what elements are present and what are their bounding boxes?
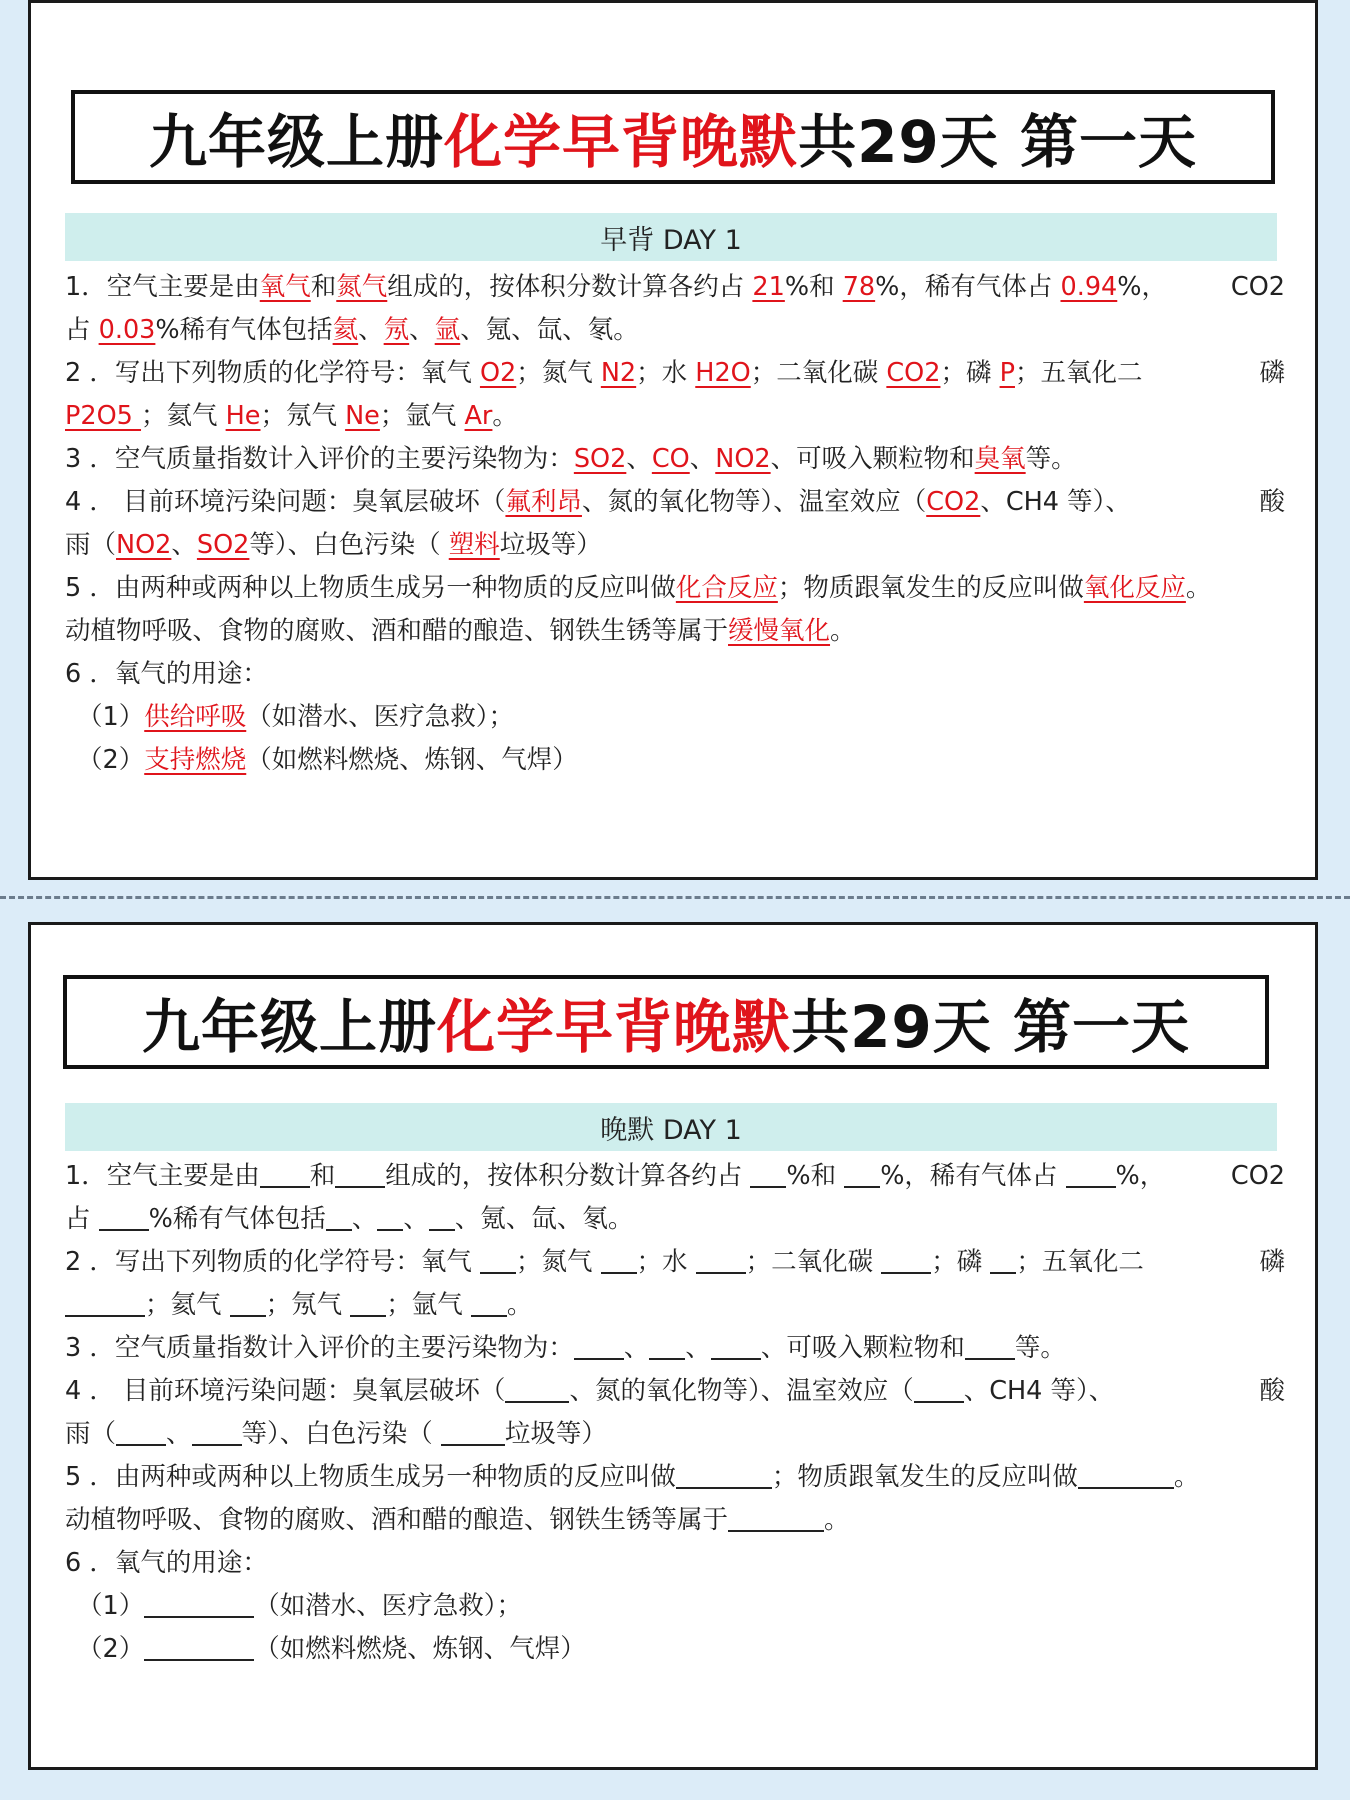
answer: 氦	[332, 315, 359, 345]
q4-line-1	[65, 1370, 1285, 1413]
answer: 氮气	[336, 272, 388, 302]
q1-line-1	[65, 266, 1285, 309]
text-segment: （2）	[77, 745, 145, 775]
answer: 78	[842, 272, 876, 302]
blank-field	[144, 1588, 254, 1618]
title-highlight: 化学早背晚默	[437, 993, 792, 1061]
page-title: 九年级上册 化学早背晚默 共29天 第一天	[71, 90, 1275, 184]
text-segment: %，	[1117, 272, 1167, 302]
blank-field	[990, 1244, 1016, 1274]
text-segment: 、氮的氧化物等）、温室效应（	[569, 1376, 914, 1406]
text-segment: 、	[403, 1204, 429, 1234]
text-segment: 。	[830, 616, 856, 646]
blank-field	[260, 1158, 310, 1188]
morning-sheet	[28, 0, 1318, 880]
q5-line-2	[65, 1499, 1285, 1542]
blank-field	[750, 1158, 786, 1188]
q6-use-1	[65, 1585, 1285, 1628]
text-segment: （如燃料燃烧、炼钢、气焊）	[254, 1634, 586, 1664]
text-segment: （如潜水、医疗急救）；	[246, 702, 515, 732]
text-segment: ；水	[636, 358, 696, 388]
text-segment: 5 ．由两种或两种以上物质生成另一种物质的反应叫做	[65, 1462, 676, 1492]
text-segment: ；二氧化碳	[745, 1247, 882, 1277]
text-segment: 和	[309, 1161, 336, 1191]
q2-line-1	[65, 352, 1285, 395]
text-segment: 组成的，按体积分数计算各约占	[387, 272, 753, 302]
answer: NO2	[715, 444, 771, 474]
answer: 氟利昂	[505, 487, 582, 517]
answer: 氖	[383, 315, 410, 345]
blank-field	[335, 1158, 385, 1188]
text-segment: 。	[492, 401, 518, 431]
text-segment: 3 ．空气质量指数计入评价的主要污染物为：	[65, 1333, 574, 1363]
text-segment: 垃圾等）	[499, 530, 602, 560]
text-segment	[65, 1155, 1165, 1198]
text-segment: 。	[1185, 573, 1212, 603]
q6-use-2	[65, 739, 1285, 782]
text-segment: 。	[506, 1290, 533, 1320]
text-segment: 、	[358, 315, 384, 345]
text-segment: %，稀有气体占	[875, 272, 1061, 302]
blank-field	[1066, 1158, 1116, 1188]
text-segment: 和	[310, 272, 337, 302]
q6-line: 6 ．氧气的用途：	[65, 1548, 268, 1578]
text-segment	[65, 481, 1131, 524]
answer: SO2	[573, 444, 627, 474]
text-segment: 2 ．写出下列物质的化学符号：氧气	[65, 358, 480, 388]
answer: P2O5	[65, 401, 142, 431]
text-segment: 雨（	[65, 530, 117, 560]
answer: 0.03	[98, 315, 156, 345]
text-segment: 、CH4 等）、	[980, 487, 1131, 517]
text-segment: 、氮的氧化物等）、温室效应（	[581, 487, 927, 517]
blank-field	[601, 1244, 637, 1274]
blank-field	[881, 1244, 931, 1274]
answer: CO2	[926, 487, 981, 517]
q5-line-1	[65, 567, 1285, 610]
text-segment: 动植物呼吸、食物的腐败、酒和醋的酿造、钢铁生锈等属于	[65, 1505, 729, 1535]
text-segment	[65, 1370, 1114, 1413]
q6-line: 6 ．氧气的用途：	[65, 659, 268, 689]
blank-field	[471, 1287, 507, 1317]
blank-field	[350, 1287, 386, 1317]
evening-content	[65, 1155, 1285, 1671]
blank-field	[649, 1330, 685, 1360]
text-segment: （如潜水、医疗急救）；	[254, 1591, 522, 1621]
text-segment: ；氖气	[260, 401, 346, 431]
text-segment: 、可吸入颗粒物和	[760, 1333, 965, 1363]
text-segment: 酸	[1259, 487, 1285, 517]
blank-field	[676, 1459, 772, 1489]
text-segment: 等。	[1014, 1333, 1066, 1363]
q1-line-2	[65, 1198, 1285, 1241]
text-segment: %，稀有气体占	[880, 1161, 1066, 1191]
evening-section-header: 晚默 DAY 1	[65, 1103, 1277, 1151]
text-segment: %稀有气体包括	[155, 315, 333, 345]
q2-line-2	[65, 395, 1285, 438]
blank-field	[728, 1502, 824, 1532]
answer: 0.94	[1060, 272, 1118, 302]
text-segment: 、	[623, 1333, 650, 1363]
answer: O2	[479, 358, 517, 388]
text-segment: （1）	[77, 702, 145, 732]
text-segment: ；五氧化二	[1016, 1247, 1144, 1277]
blank-field	[441, 1416, 505, 1446]
text-segment: CO2	[1230, 1161, 1285, 1191]
text-segment: 等）、白色污染（	[249, 530, 449, 560]
text-segment: ；物质跟氧发生的反应叫做	[771, 1462, 1078, 1492]
blank-field	[230, 1287, 266, 1317]
text-segment: 、	[685, 1333, 711, 1363]
q1-line-1	[65, 1155, 1285, 1198]
morning-content	[65, 266, 1285, 782]
q5-line-1	[65, 1456, 1285, 1499]
text-segment: 组成的，按体积分数计算各约占	[385, 1161, 751, 1191]
text-segment: 酸	[1259, 1376, 1285, 1406]
text-segment: %，	[1115, 1161, 1166, 1191]
answer: Ne	[345, 401, 380, 431]
text-segment: ；水	[636, 1247, 696, 1277]
text-segment	[65, 1241, 1144, 1284]
answer: SO2	[196, 530, 250, 560]
text-segment: 2 ．写出下列物质的化学符号：氧气	[65, 1247, 480, 1277]
text-segment: 占	[65, 1204, 99, 1234]
answer: CO	[651, 444, 690, 474]
blank-field	[326, 1201, 352, 1231]
blank-field	[574, 1330, 624, 1360]
blank-field	[711, 1330, 761, 1360]
text-segment: ；磷	[940, 358, 1000, 388]
blank-field	[377, 1201, 403, 1231]
q3-line	[65, 438, 1285, 481]
text-segment: 4 ． 目前环境污染问题：臭氧层破坏（	[65, 487, 506, 517]
answer: 供给呼吸	[144, 702, 247, 732]
text-segment: ；氦气	[145, 1290, 230, 1320]
text-segment: 、CH4 等）、	[963, 1376, 1115, 1406]
blank-field	[116, 1416, 166, 1446]
text-segment: 、氪、氙、氡。	[460, 315, 639, 345]
text-segment: 、氪、氙、氡。	[454, 1204, 634, 1234]
text-segment: 5 ．由两种或两种以上物质生成另一种物质的反应叫做	[65, 573, 676, 603]
text-segment: 、	[689, 444, 716, 474]
text-segment	[65, 266, 1167, 309]
answer: 塑料	[448, 530, 500, 560]
answer: 氩	[434, 315, 461, 345]
q2-line-2	[65, 1284, 1285, 1327]
text-segment: ；氩气	[386, 1290, 471, 1320]
answer: Ar	[464, 401, 493, 431]
text-segment: （如燃料燃烧、炼钢、气焊）	[246, 745, 578, 775]
text-segment: 动植物呼吸、食物的腐败、酒和醋的酿造、钢铁生锈等属于	[65, 616, 729, 646]
answer: 化合反应	[675, 573, 778, 603]
text-segment: 、可吸入颗粒物和	[770, 444, 975, 474]
answer: P	[999, 358, 1015, 388]
answer: 臭氧	[974, 444, 1026, 474]
answer: CO2	[886, 358, 941, 388]
q2-line-1	[65, 1241, 1285, 1284]
text-segment: 等）、白色污染（	[241, 1419, 441, 1449]
text-segment: （1）	[77, 1591, 145, 1621]
text-segment: ；二氧化碳	[750, 358, 887, 388]
text-segment: ；磷	[931, 1247, 991, 1277]
answer: NO2	[116, 530, 172, 560]
answer: He	[225, 401, 261, 431]
text-segment: 。	[1173, 1462, 1200, 1492]
answer: H2O	[695, 358, 751, 388]
q3-line	[65, 1327, 1285, 1370]
text-segment: 1．空气主要是由	[65, 272, 260, 302]
text-segment: 3 ．空气质量指数计入评价的主要污染物为：	[65, 444, 574, 474]
answer: N2	[600, 358, 637, 388]
text-segment: 磷	[1259, 1247, 1285, 1277]
text-segment: 、	[351, 1204, 378, 1234]
text-segment: 等。	[1025, 444, 1077, 474]
blank-field	[696, 1244, 746, 1274]
text-segment: 。	[824, 1505, 850, 1535]
text-segment: ；氖气	[265, 1290, 351, 1320]
cut-divider	[0, 896, 1350, 899]
blank-field	[192, 1416, 242, 1446]
evening-sheet	[28, 922, 1318, 1770]
text-segment	[65, 352, 1142, 395]
answer: 氧化反应	[1083, 573, 1186, 603]
morning-section-header: 早背 DAY 1	[65, 213, 1277, 261]
text-segment: %稀有气体包括	[148, 1204, 326, 1234]
page-title: 九年级上册 化学早背晚默 共29天 第一天	[63, 975, 1269, 1069]
q4-line-1	[65, 481, 1285, 524]
text-segment: %和	[784, 272, 843, 302]
q6-use-1	[65, 696, 1285, 739]
text-segment: 1．空气主要是由	[65, 1161, 260, 1191]
answer: 支持燃烧	[144, 745, 247, 775]
text-segment: ；物质跟氧发生的反应叫做	[777, 573, 1084, 603]
text-segment: CO2	[1230, 272, 1285, 302]
text-segment: 、	[626, 444, 652, 474]
text-segment: ；氦气	[141, 401, 226, 431]
blank-field	[505, 1373, 569, 1403]
blank-field	[65, 1287, 145, 1317]
q4-line-2	[65, 1413, 1285, 1456]
answer: 缓慢氧化	[728, 616, 831, 646]
text-segment: 占	[65, 315, 99, 345]
text-segment: （2）	[77, 1634, 145, 1664]
text-segment: 4 ． 目前环境污染问题：臭氧层破坏（	[65, 1376, 506, 1406]
text-segment: 、	[409, 315, 435, 345]
q5-line-2	[65, 610, 1285, 653]
text-segment: %和	[786, 1161, 845, 1191]
text-segment: ；氮气	[515, 1247, 601, 1277]
blank-field	[914, 1373, 964, 1403]
text-segment: 、	[171, 530, 197, 560]
blank-field	[99, 1201, 149, 1231]
text-segment: 、	[166, 1419, 192, 1449]
text-segment: 垃圾等）	[504, 1419, 607, 1449]
blank-field	[965, 1330, 1015, 1360]
q1-line-2	[65, 309, 1285, 352]
q6-use-2	[65, 1628, 1285, 1671]
text-segment: 磷	[1259, 358, 1285, 388]
text-segment: ；氩气	[379, 401, 465, 431]
q4-line-2	[65, 524, 1285, 567]
text-segment: 雨（	[65, 1419, 117, 1449]
blank-field	[844, 1158, 880, 1188]
answer: 氧气	[259, 272, 311, 302]
title-highlight: 化学早背晚默	[444, 108, 799, 176]
blank-field	[429, 1201, 455, 1231]
text-segment: ；五氧化二	[1014, 358, 1143, 388]
blank-field	[144, 1631, 254, 1661]
text-segment: ；氮气	[516, 358, 601, 388]
blank-field	[480, 1244, 516, 1274]
blank-field	[1078, 1459, 1174, 1489]
answer: 21	[752, 272, 785, 302]
